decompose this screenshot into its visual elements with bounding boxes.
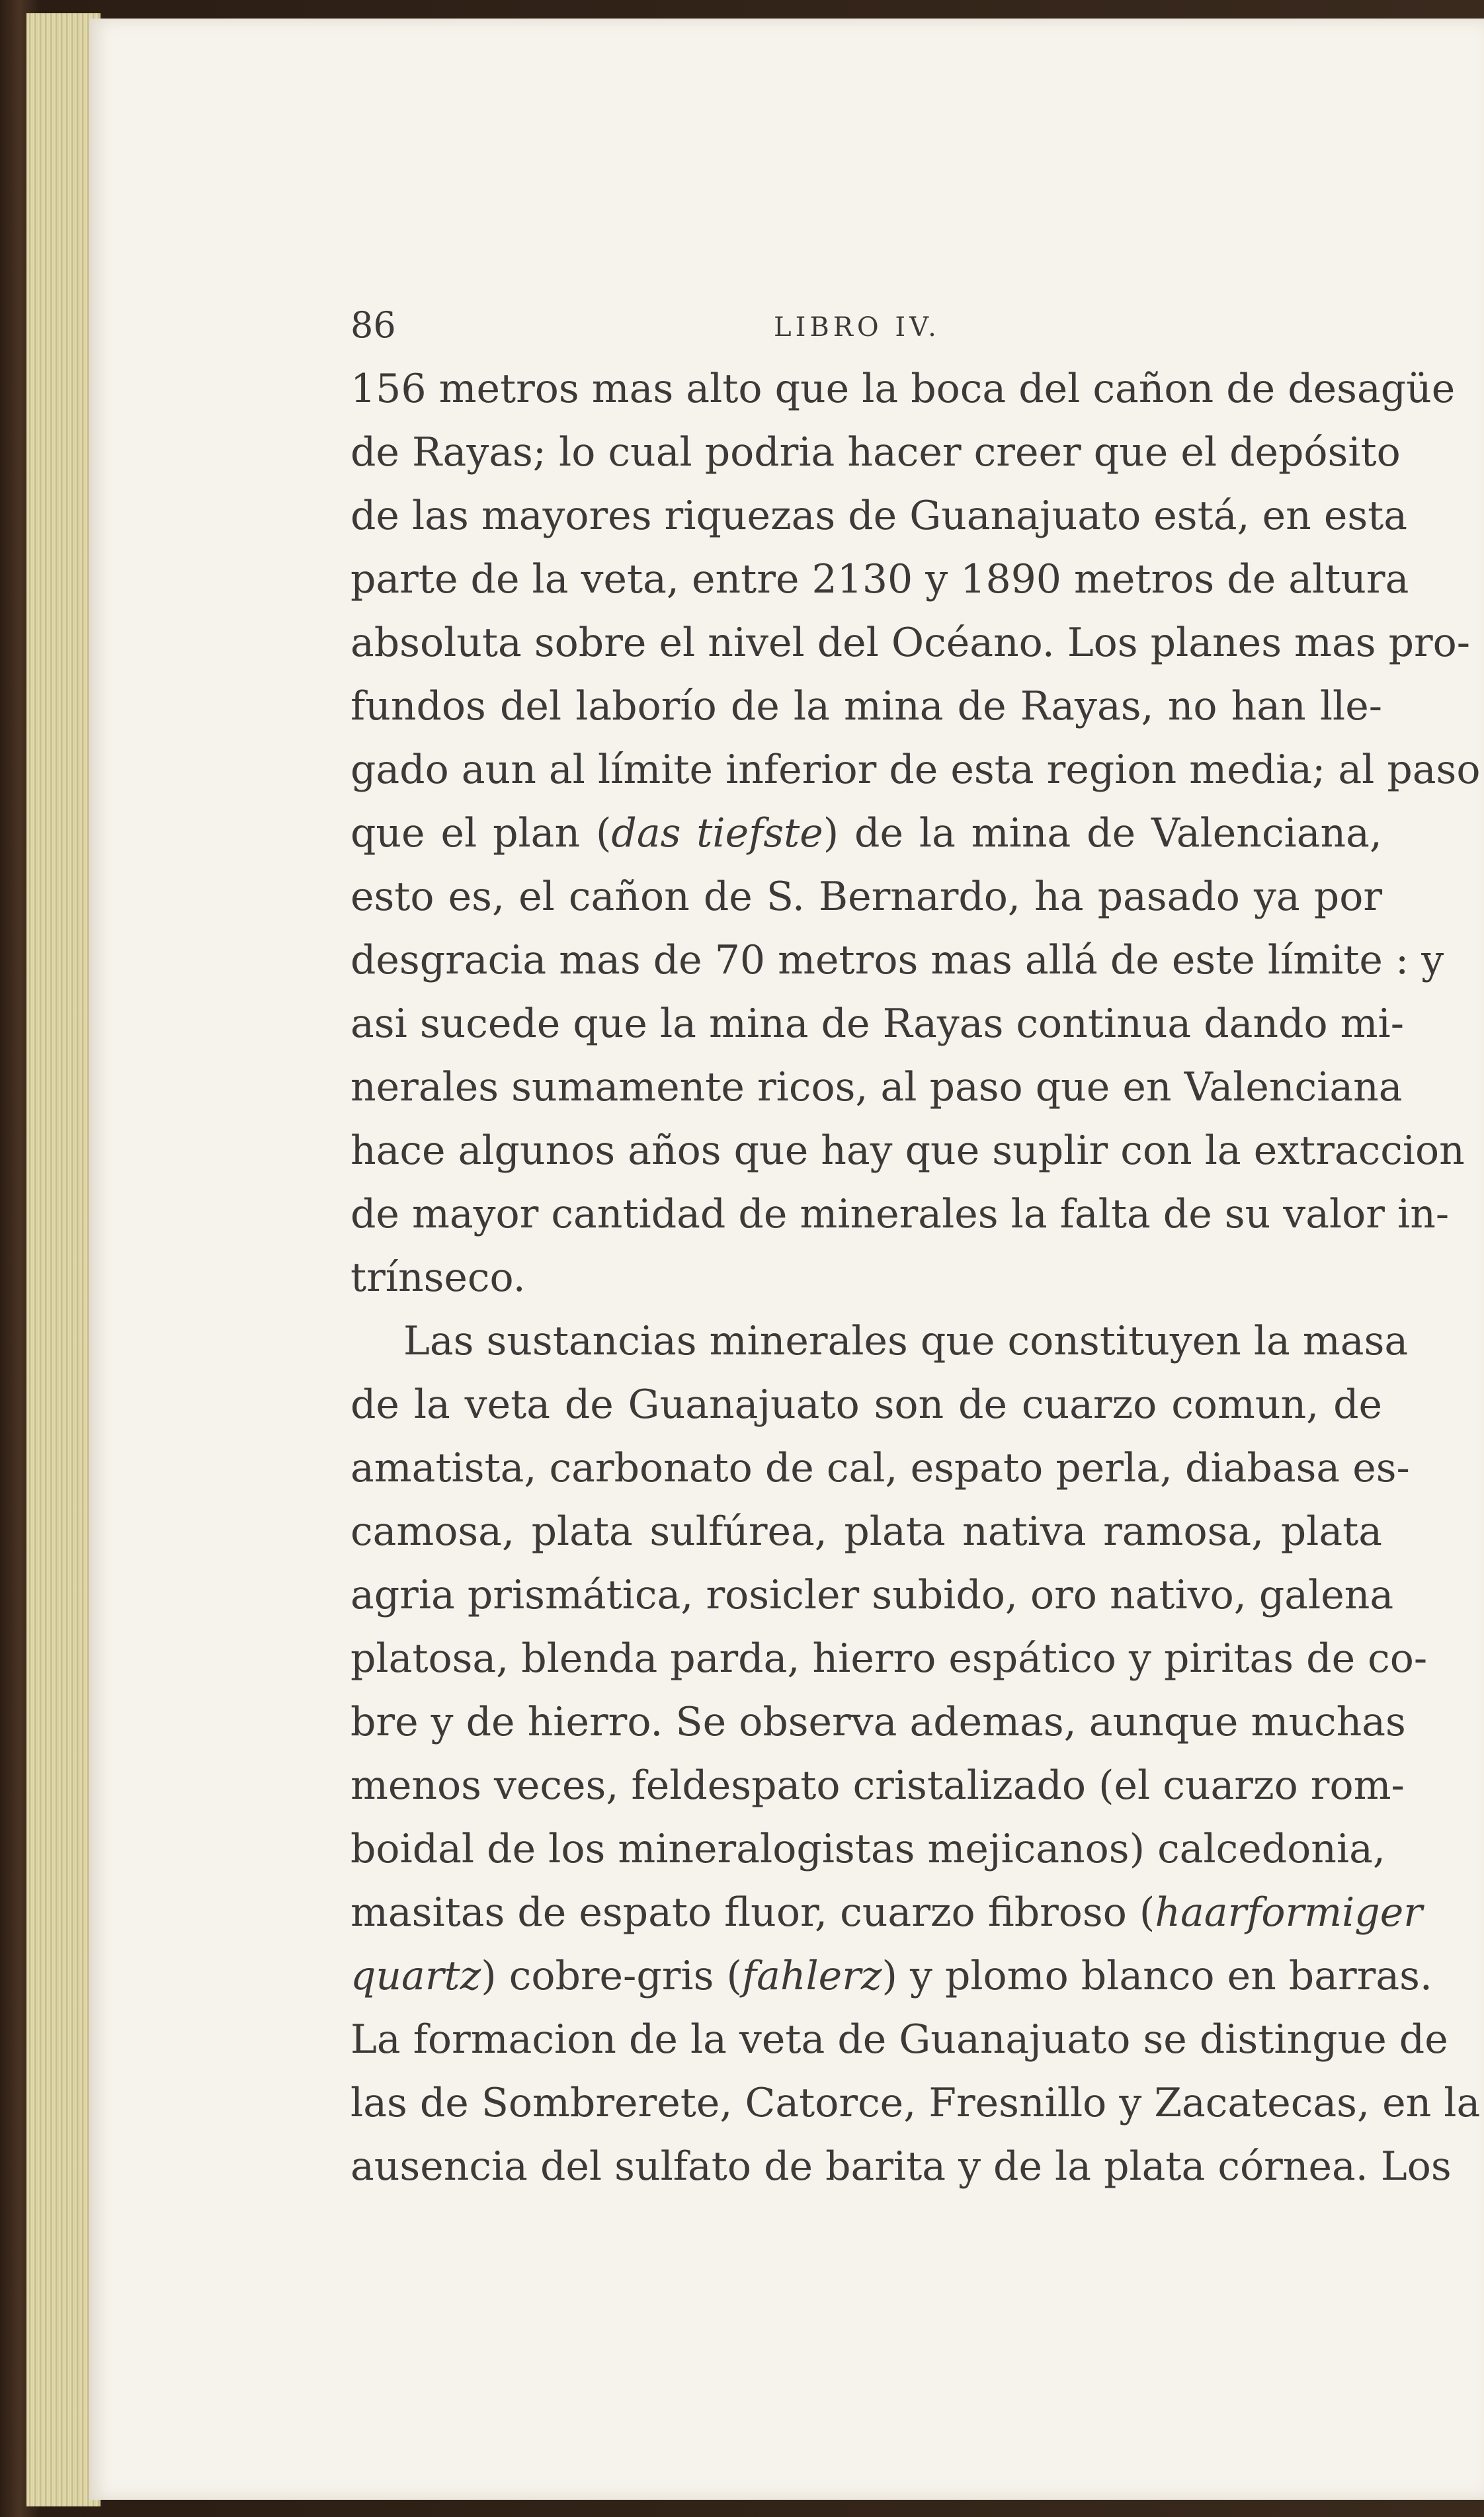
text-line	[350, 1881, 1422, 1944]
text-line: 156 metros mas alto que la boca del cañon de desagüe	[350, 366, 1456, 412]
running-title: LIBRO IV.	[774, 312, 940, 343]
page-number: 86	[350, 304, 396, 346]
text-line: agria prismática, rosicler subido, oro nativo, galena	[350, 1572, 1394, 1618]
italic-term: haarformiger	[1155, 1889, 1422, 1936]
body-text	[350, 357, 1481, 2198]
italic-term: das tiefste	[611, 810, 823, 856]
text-line: gado aun al límite inferior de esta region media; al paso	[350, 747, 1481, 793]
text-line: absoluta sobre el nivel del Océano. Los planes mas pro-	[350, 620, 1471, 666]
text-line: las de Sombrerete, Catorce, Fresnillo y Zacatecas, en la	[350, 2080, 1481, 2126]
text-line: parte de la veta, entre 2130 y 1890 metros de altura	[350, 556, 1409, 602]
text-line: hace algunos años que hay que suplir con la extraccion	[350, 1128, 1465, 1174]
italic-term: fahlerz	[741, 1953, 882, 1999]
text-line: asi sucede que la mina de Rayas continua dando mi-	[350, 1001, 1405, 1047]
text-line: La formacion de la veta de Guanajuato se distingue de	[350, 2016, 1448, 2063]
text-line: ausencia del sulfato de barita y de la plata córnea. Los	[350, 2143, 1452, 2190]
italic-term: quartz	[350, 1953, 481, 1999]
text-line: platosa, blenda parda, hierro espático y piritas de co-	[350, 1635, 1428, 1682]
text-line: boidal de los mineralogistas mejicanos) calcedonia,	[350, 1826, 1385, 1872]
text-line: camosa, plata sulfúrea, plata nativa ramosa, plata	[350, 1508, 1382, 1555]
text-line: menos veces, feldespato cristalizado (el cuarzo rom-	[350, 1762, 1405, 1809]
page-header	[350, 284, 1382, 357]
text-segment: ) y plomo blanco en barras.	[882, 1953, 1432, 1999]
text-segment: ) de la mina de Valenciana,	[823, 810, 1382, 856]
text-segment: que el plan (	[350, 810, 612, 856]
text-segment: ) cobre-gris (	[481, 1953, 742, 1999]
text-line: esto es, el cañon de S. Bernardo, ha pasado ya por	[350, 874, 1382, 920]
text-segment: masitas de espato fluor, cuarzo fibroso (	[350, 1889, 1155, 1936]
text-line: fundos del laborío de la mina de Rayas, no han lle-	[350, 683, 1382, 729]
text-line: de mayor cantidad de minerales la falta de su valor in-	[350, 1191, 1450, 1237]
text-line: de la veta de Guanajuato son de cuarzo comun, de	[350, 1382, 1382, 1428]
text-line: trínseco.	[350, 1255, 526, 1301]
text-line: bre y de hierro. Se observa ademas, aunque muchas	[350, 1699, 1406, 1745]
text-line: nerales sumamente ricos, al paso que en Valenciana	[350, 1064, 1403, 1110]
text-line	[350, 802, 1382, 865]
text-block	[350, 284, 1481, 2198]
text-line	[350, 1944, 1432, 2008]
text-line: de Rayas; lo cual podria hacer creer que el depósito	[350, 429, 1401, 475]
text-line: amatista, carbonato de cal, espato perla, diabasa es-	[350, 1445, 1410, 1491]
text-line: de las mayores riquezas de Guanajuato está, en esta	[350, 493, 1408, 539]
text-line: Las sustancias minerales que constituyen la masa	[403, 1318, 1409, 1364]
text-line: desgracia mas de 70 metros mas allá de este límite : y	[350, 937, 1444, 983]
